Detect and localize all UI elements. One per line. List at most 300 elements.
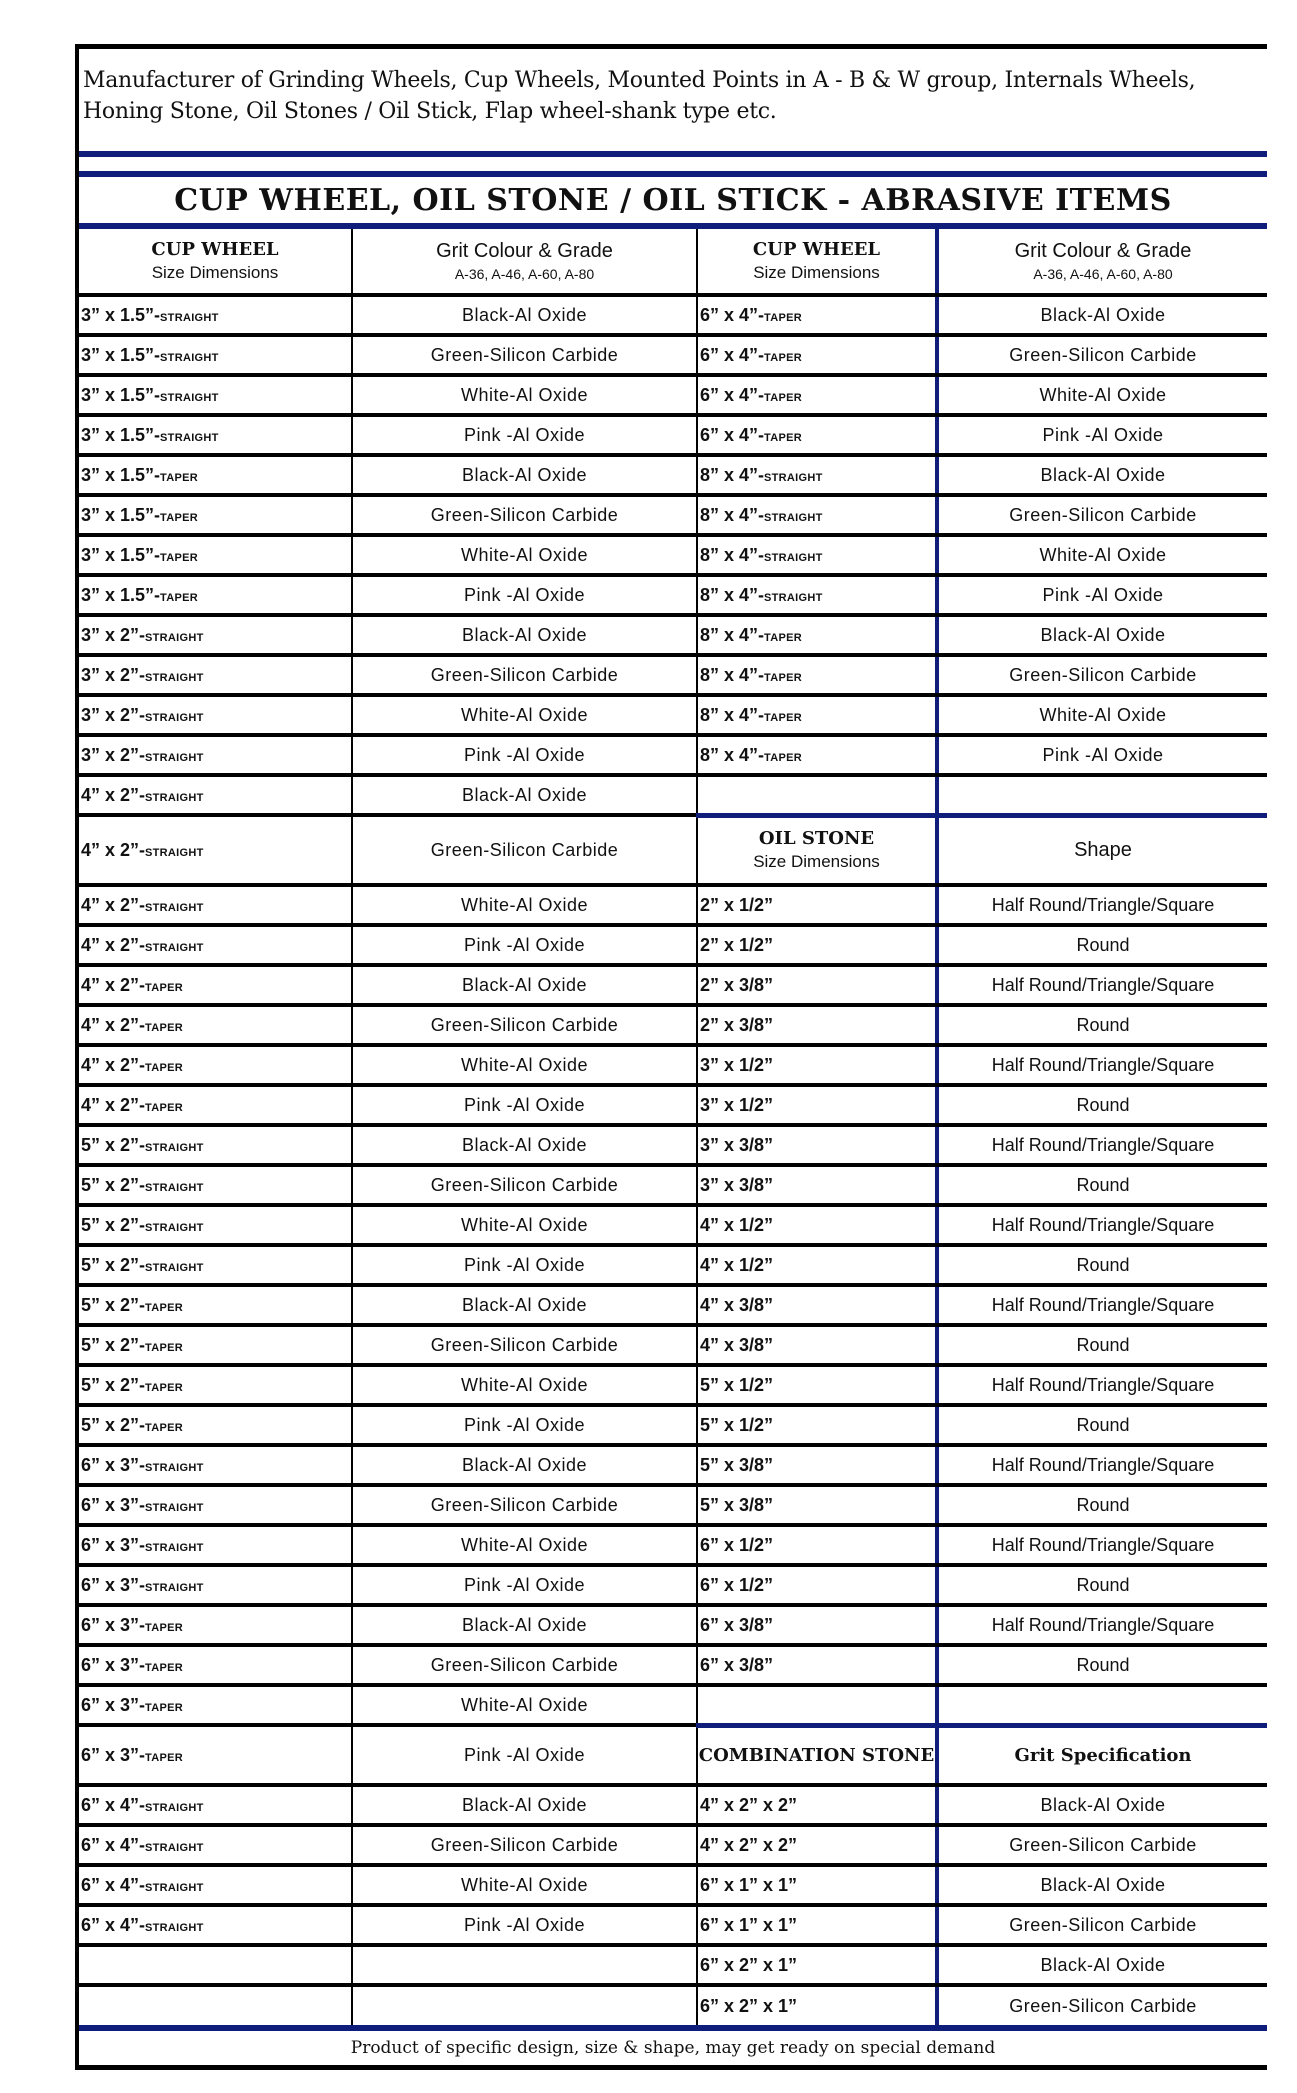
size-text: 4” x 2”-	[81, 934, 146, 955]
empty-cell	[697, 775, 937, 815]
type-text: TAPER	[160, 471, 199, 484]
size-text: 4” x 2”-	[81, 1094, 146, 1115]
table-row	[79, 1165, 1267, 1205]
size-cell: 3” x 3/8”	[697, 1125, 937, 1165]
grit-cell: Green-Silicon Carbide	[352, 335, 697, 375]
table-row	[79, 615, 1267, 655]
shape-cell: Round	[937, 1005, 1267, 1045]
size-cell: 6” x 1/2”	[697, 1525, 937, 1565]
size-cell: 4” x 1/2”	[697, 1205, 937, 1245]
grit-cell: Black-Al Oxide	[352, 965, 697, 1005]
type-text: TAPER	[145, 1341, 183, 1354]
table-row	[79, 1125, 1267, 1165]
type-text: STRAIGHT	[145, 1461, 204, 1474]
grit-cell: Black-Al Oxide	[352, 295, 697, 335]
size-text: 6” x 3”-	[81, 1614, 146, 1635]
size-text: 3” x 2”-	[81, 624, 146, 645]
size-cell	[79, 1045, 352, 1085]
table-row	[79, 1485, 1267, 1525]
grit-cell: Black-Al Oxide	[352, 1445, 697, 1485]
grit-cell: Green-Silicon Carbide	[1009, 1995, 1197, 2016]
table-row	[79, 1725, 1267, 1785]
type-text: STRAIGHT	[145, 846, 204, 859]
grit-cell: Pink -Al Oxide	[352, 415, 697, 455]
table-row	[79, 1325, 1267, 1365]
size-cell	[79, 1005, 352, 1045]
grit-cell: Green-Silicon Carbide	[937, 1825, 1267, 1865]
size-text: 3” x 2”-	[81, 704, 146, 725]
empty-cell	[79, 1945, 352, 1985]
grit-cell: Pink -Al Oxide	[352, 1405, 697, 1445]
header-oil-stone: OIL STONE Size Dimensions	[697, 815, 937, 885]
table-row	[79, 965, 1267, 1005]
grit-cell: Green-Silicon Carbide	[352, 1645, 697, 1685]
type-text: TAPER	[764, 391, 802, 404]
size-cell	[79, 375, 352, 415]
size-cell: 2” x 1/2”	[697, 925, 937, 965]
product-table	[79, 229, 1267, 2025]
table-row	[79, 455, 1267, 495]
grit-cell: White-Al Oxide	[352, 885, 697, 925]
grit-cell: Green-Silicon Carbide	[937, 655, 1267, 695]
size-cell	[79, 535, 352, 575]
shape-cell: Half Round/Triangle/Square	[937, 965, 1267, 1005]
product-sheet	[75, 44, 1267, 2070]
type-text: STRAIGHT	[145, 941, 204, 954]
size-cell: 5” x 1/2”	[697, 1405, 937, 1445]
size-text: 5” x 2”-	[81, 1374, 146, 1395]
grit-cell: Pink -Al Oxide	[352, 735, 697, 775]
size-cell	[79, 925, 352, 965]
table-row	[79, 335, 1267, 375]
grit-cell: Black-Al Oxide	[352, 615, 697, 655]
shape-cell: Half Round/Triangle/Square	[937, 1445, 1267, 1485]
type-text: STRAIGHT	[160, 391, 219, 404]
type-text: TAPER	[160, 591, 199, 604]
size-cell: 5” x 1/2”	[697, 1365, 937, 1405]
size-cell	[79, 495, 352, 535]
size-text: 5” x 2”-	[81, 1174, 146, 1195]
size-text: 6” x 4”-	[81, 1914, 146, 1935]
table-row	[79, 1205, 1267, 1245]
size-cell	[79, 885, 352, 925]
size-cell	[79, 815, 352, 885]
table-row	[79, 1605, 1267, 1645]
grit-cell: Pink -Al Oxide	[352, 1245, 697, 1285]
grit-cell: White-Al Oxide	[352, 1365, 697, 1405]
grit-cell: White-Al Oxide	[352, 1685, 697, 1725]
type-text: TAPER	[764, 751, 802, 764]
size-cell	[79, 1905, 352, 1945]
size-cell	[697, 375, 937, 415]
size-cell	[697, 575, 937, 615]
grit-cell: White-Al Oxide	[937, 695, 1267, 735]
grit-cell: Pink -Al Oxide	[352, 575, 697, 615]
type-text: STRAIGHT	[145, 631, 204, 644]
table-row	[79, 1285, 1267, 1325]
grit-cell: Green-Silicon Carbide	[937, 335, 1267, 375]
size-cell	[79, 1525, 352, 1565]
size-cell	[79, 1565, 352, 1605]
size-cell	[79, 575, 352, 615]
size-text: 8” x 4”-	[700, 624, 765, 645]
size-text: 5” x 2”-	[81, 1254, 146, 1275]
size-cell	[79, 655, 352, 695]
size-text: 6” x 3”-	[81, 1534, 146, 1555]
grit-cell: Black-Al Oxide	[937, 1785, 1267, 1825]
type-text: TAPER	[160, 511, 199, 524]
size-text: 6” x 3”-	[81, 1494, 146, 1515]
header-row	[79, 229, 1267, 295]
size-cell: 6” x 2” x 1”	[697, 1945, 937, 1985]
size-text: 3” x 1.5”-	[81, 424, 161, 445]
type-text: STRAIGHT	[145, 1141, 204, 1154]
type-text: STRAIGHT	[145, 1581, 204, 1594]
size-text: 4” x 2”-	[81, 839, 146, 860]
page-title: CUP WHEEL, OIL STONE / OIL STICK - ABRASIVE ITEMS	[174, 183, 1172, 218]
shape-cell: Half Round/Triangle/Square	[937, 1125, 1267, 1165]
size-cell	[79, 415, 352, 455]
table-row	[79, 1085, 1267, 1125]
table-row	[79, 735, 1267, 775]
empty-cell	[79, 1985, 352, 2025]
size-text: 4” x 2”-	[81, 1014, 146, 1035]
size-cell	[79, 1605, 352, 1645]
size-cell	[79, 1865, 352, 1905]
size-cell	[697, 735, 937, 775]
header-shape: Shape	[937, 815, 1267, 885]
size-cell	[79, 1325, 352, 1365]
table-row	[79, 1645, 1267, 1685]
type-text: STRAIGHT	[145, 1881, 204, 1894]
size-cell: 5” x 3/8”	[697, 1445, 937, 1485]
grit-cell: White-Al Oxide	[352, 1525, 697, 1565]
size-cell	[79, 1785, 352, 1825]
size-cell	[79, 1685, 352, 1725]
grit-cell: Black-Al Oxide	[352, 1285, 697, 1325]
type-text: STRAIGHT	[145, 1221, 204, 1234]
grit-cell: Pink -Al Oxide	[937, 735, 1267, 775]
table-row	[79, 575, 1267, 615]
table-row	[79, 815, 1267, 885]
size-cell	[79, 965, 352, 1005]
grit-cell: White-Al Oxide	[352, 1205, 697, 1245]
size-cell: 6” x 1” x 1”	[697, 1905, 937, 1945]
table-row	[79, 375, 1267, 415]
shape-cell: Half Round/Triangle/Square	[937, 1285, 1267, 1325]
grit-cell: Green-Silicon Carbide	[352, 1485, 697, 1525]
size-cell	[697, 615, 937, 655]
shape-cell: Round	[937, 925, 1267, 965]
grit-cell: Pink -Al Oxide	[352, 925, 697, 965]
table-row	[79, 1045, 1267, 1085]
type-text: STRAIGHT	[160, 311, 219, 324]
shape-cell: Half Round/Triangle/Square	[937, 1205, 1267, 1245]
size-text: 6” x 4”-	[81, 1874, 146, 1895]
type-text: TAPER	[764, 671, 802, 684]
size-cell: 6” x 2” x 1”	[697, 1985, 937, 2025]
size-text: 3” x 1.5”-	[81, 464, 161, 485]
size-text: 8” x 4”-	[700, 464, 765, 485]
type-text: STRAIGHT	[145, 1801, 204, 1814]
type-text: STRAIGHT	[764, 551, 823, 564]
grit-cell: Black-Al Oxide	[937, 1865, 1267, 1905]
size-cell	[79, 615, 352, 655]
size-cell: 6” x 3/8”	[697, 1645, 937, 1685]
size-cell	[79, 295, 352, 335]
type-text: TAPER	[145, 1701, 183, 1714]
size-cell	[79, 1125, 352, 1165]
table-row	[79, 295, 1267, 335]
size-text: 6” x 4”-	[700, 304, 765, 325]
shape-cell: Round	[937, 1085, 1267, 1125]
table-row	[79, 1905, 1267, 1945]
grit-cell: White-Al Oxide	[937, 535, 1267, 575]
size-cell: 6” x 1/2”	[697, 1565, 937, 1605]
grit-cell: White-Al Oxide	[352, 1045, 697, 1085]
grit-cell: Green-Silicon Carbide	[352, 655, 697, 695]
empty-cell	[352, 1945, 697, 1985]
header-grit: Grit Colour & Grade A-36, A-46, A-60, A-80	[352, 229, 697, 295]
table-row	[79, 1825, 1267, 1865]
type-text: STRAIGHT	[145, 711, 204, 724]
header-cup-wheel: CUP WHEEL Size Dimensions	[79, 229, 352, 295]
shape-cell: Half Round/Triangle/Square	[937, 1045, 1267, 1085]
size-cell	[79, 1165, 352, 1205]
type-text: STRAIGHT	[145, 1841, 204, 1854]
size-text: 5” x 2”-	[81, 1214, 146, 1235]
size-text: 6” x 3”-	[81, 1574, 146, 1595]
table-row	[79, 1685, 1267, 1725]
shape-cell: Round	[937, 1325, 1267, 1365]
shape-cell: Round	[937, 1245, 1267, 1285]
size-cell: 2” x 3/8”	[697, 965, 937, 1005]
type-text: TAPER	[160, 551, 199, 564]
type-text: TAPER	[145, 1421, 183, 1434]
size-cell	[697, 415, 937, 455]
type-text: TAPER	[764, 351, 802, 364]
size-text: 4” x 2”-	[81, 784, 146, 805]
type-text: STRAIGHT	[145, 751, 204, 764]
size-text: 6” x 4”-	[81, 1794, 146, 1815]
size-cell	[79, 1445, 352, 1485]
size-cell	[79, 1725, 352, 1785]
empty-cell	[697, 1685, 937, 1725]
table-row	[79, 1565, 1267, 1605]
table-row	[79, 1985, 1267, 2025]
size-cell: 4” x 3/8”	[697, 1285, 937, 1325]
type-text: STRAIGHT	[145, 1541, 204, 1554]
size-text: 5” x 2”-	[81, 1334, 146, 1355]
type-text: STRAIGHT	[764, 591, 823, 604]
size-cell	[697, 295, 937, 335]
grit-cell: Green-Silicon Carbide	[352, 815, 697, 885]
size-cell: 4” x 2” x 2”	[697, 1825, 937, 1865]
size-text: 8” x 4”-	[700, 664, 765, 685]
table-row	[79, 655, 1267, 695]
shape-cell: Round	[937, 1405, 1267, 1445]
size-text: 6” x 4”-	[700, 344, 765, 365]
type-text: TAPER	[145, 1621, 183, 1634]
size-cell	[79, 1365, 352, 1405]
size-cell: 3” x 1/2”	[697, 1085, 937, 1125]
type-text: TAPER	[764, 631, 802, 644]
grit-cell: Black-Al Oxide	[352, 1785, 697, 1825]
type-text: STRAIGHT	[145, 1261, 204, 1274]
type-text: STRAIGHT	[160, 351, 219, 364]
size-cell: 5” x 3/8”	[697, 1485, 937, 1525]
table-row	[79, 415, 1267, 455]
size-text: 5” x 2”-	[81, 1134, 146, 1155]
type-text: TAPER	[145, 1101, 183, 1114]
grit-cell: Green-Silicon Carbide	[352, 1005, 697, 1045]
size-cell	[79, 335, 352, 375]
size-text: 4” x 2”-	[81, 894, 146, 915]
table-row	[79, 1945, 1267, 1985]
table-row	[79, 1405, 1267, 1445]
size-text: 6” x 3”-	[81, 1744, 146, 1765]
table-row	[79, 775, 1267, 815]
size-text: 8” x 4”-	[700, 584, 765, 605]
size-cell	[697, 655, 937, 695]
header-grit-2: Grit Colour & Grade A-36, A-46, A-60, A-80	[937, 229, 1267, 295]
size-cell	[79, 1245, 352, 1285]
shape-cell: Half Round/Triangle/Square	[937, 1365, 1267, 1405]
table-row	[79, 1445, 1267, 1485]
empty-cell	[937, 1685, 1267, 1725]
table-row	[79, 1525, 1267, 1565]
type-text: TAPER	[764, 711, 802, 724]
shape-cell: Half Round/Triangle/Square	[937, 1605, 1267, 1645]
size-cell	[79, 1205, 352, 1245]
table-row	[79, 1005, 1267, 1045]
size-cell: 6” x 3/8”	[697, 1605, 937, 1645]
size-cell	[79, 455, 352, 495]
grit-cell: Pink -Al Oxide	[352, 1905, 697, 1945]
grit-cell: Pink -Al Oxide	[937, 575, 1267, 615]
size-cell: 3” x 3/8”	[697, 1165, 937, 1205]
grit-cell: Pink -Al Oxide	[352, 1725, 697, 1785]
table-row	[79, 1365, 1267, 1405]
size-cell	[697, 455, 937, 495]
empty-cell	[352, 1985, 697, 2025]
size-text: 3” x 2”-	[81, 664, 146, 685]
size-text: 3” x 2”-	[81, 744, 146, 765]
shape-cell: Half Round/Triangle/Square	[937, 885, 1267, 925]
grit-cell: Black-Al Oxide	[352, 455, 697, 495]
type-text: TAPER	[145, 1661, 183, 1674]
size-cell	[79, 1405, 352, 1445]
size-cell	[79, 1485, 352, 1525]
size-cell	[79, 1085, 352, 1125]
grit-cell: Green-Silicon Carbide	[352, 1325, 697, 1365]
table-row	[79, 885, 1267, 925]
grit-cell: Pink -Al Oxide	[937, 415, 1267, 455]
type-text: TAPER	[145, 1751, 183, 1764]
grit-cell: Black-Al Oxide	[937, 1945, 1267, 1985]
shape-cell: Round	[937, 1565, 1267, 1605]
size-text: 6” x 4”-	[700, 384, 765, 405]
size-text: 6” x 3”-	[81, 1654, 146, 1675]
size-text: 6” x 4”-	[81, 1834, 146, 1855]
size-cell	[79, 1645, 352, 1685]
grit-cell: White-Al Oxide	[352, 375, 697, 415]
type-text: TAPER	[764, 431, 802, 444]
grit-cell: White-Al Oxide	[352, 695, 697, 735]
size-text: 5” x 2”-	[81, 1414, 146, 1435]
footer-note: Product of specific design, size & shape, may get ready on special demand	[79, 2025, 1267, 2065]
size-text: 3” x 1.5”-	[81, 504, 161, 525]
grit-cell: White-Al Oxide	[352, 1865, 697, 1905]
size-cell: 3” x 1/2”	[697, 1045, 937, 1085]
header-cup-wheel-2: CUP WHEEL Size Dimensions	[697, 229, 937, 295]
size-cell: 4” x 1/2”	[697, 1245, 937, 1285]
empty-cell	[937, 775, 1267, 815]
table-row	[79, 1865, 1267, 1905]
grit-cell: Green-Silicon Carbide	[937, 495, 1267, 535]
size-text: 5” x 2”-	[81, 1294, 146, 1315]
size-text: 4” x 2”-	[81, 974, 146, 995]
type-text: STRAIGHT	[145, 1501, 204, 1514]
table-row	[79, 1245, 1267, 1285]
grit-cell: Green-Silicon Carbide	[352, 495, 697, 535]
size-text: 6” x 3”-	[81, 1454, 146, 1475]
grit-cell: Black-Al Oxide	[937, 455, 1267, 495]
grit-cell: Green-Silicon Carbide	[352, 1825, 697, 1865]
size-cell: 6” x 1” x 1”	[697, 1865, 937, 1905]
size-text: 3” x 1.5”-	[81, 304, 161, 325]
grit-cell: Black-Al Oxide	[352, 1605, 697, 1645]
intro-text: Manufacturer of Grinding Wheels, Cup Wheels, Mounted Points in A - B & W group, Internals Wheels, Honing Stone, Oil Stones / Oil Stick, Flap wheel-shank type etc.	[83, 68, 1196, 124]
grit-cell: Green-Silicon Carbide	[352, 1165, 697, 1205]
size-text: 8” x 4”-	[700, 744, 765, 765]
size-text: 8” x 4”-	[700, 504, 765, 525]
size-cell	[79, 1825, 352, 1865]
type-text: STRAIGHT	[145, 671, 204, 684]
header-combination-stone: COMBINATION STONE	[697, 1725, 937, 1785]
size-cell: 2” x 1/2”	[697, 885, 937, 925]
type-text: TAPER	[145, 1301, 183, 1314]
type-text: STRAIGHT	[145, 901, 204, 914]
type-text: TAPER	[145, 1381, 183, 1394]
type-text: STRAIGHT	[145, 791, 204, 804]
shape-cell: Half Round/Triangle/Square	[937, 1525, 1267, 1565]
table-row	[79, 925, 1267, 965]
size-text: 3” x 1.5”-	[81, 544, 161, 565]
type-text: TAPER	[145, 981, 183, 994]
table-row	[79, 695, 1267, 735]
size-text: 6” x 3”-	[81, 1694, 146, 1715]
size-cell	[697, 495, 937, 535]
grit-cell: White-Al Oxide	[937, 375, 1267, 415]
size-cell	[697, 535, 937, 575]
grit-cell: White-Al Oxide	[352, 535, 697, 575]
size-text: 4” x 2”-	[81, 1054, 146, 1075]
grit-cell: Green-Silicon Carbide	[937, 1905, 1267, 1945]
size-cell	[79, 695, 352, 735]
size-cell	[79, 775, 352, 815]
type-text: STRAIGHT	[764, 511, 823, 524]
size-text: 3” x 1.5”-	[81, 584, 161, 605]
size-text: 3” x 1.5”-	[81, 384, 161, 405]
size-cell	[697, 335, 937, 375]
grit-cell: Black-Al Oxide	[352, 1125, 697, 1165]
grit-cell: Black-Al Oxide	[937, 295, 1267, 335]
header-grit-spec: Grit Specification	[937, 1725, 1267, 1785]
grit-cell: Black-Al Oxide	[352, 775, 697, 815]
size-cell: 2” x 3/8”	[697, 1005, 937, 1045]
table-row	[79, 1785, 1267, 1825]
